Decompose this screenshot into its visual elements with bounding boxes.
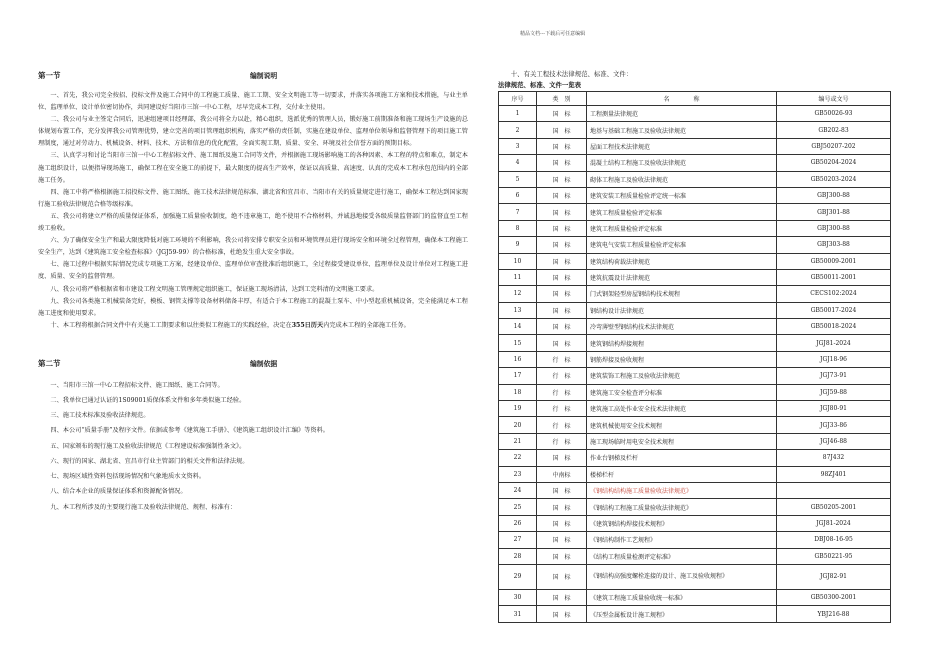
row-code: GB50009-2001 (777, 253, 891, 269)
row-name: 《钢结构工程施工质量验收法律规范》 (587, 499, 777, 515)
row-category: 国 标 (537, 302, 587, 318)
col-header-name: 名 称 (587, 92, 777, 106)
row-name: 楼梯栏杆 (587, 466, 777, 482)
col-header-category: 类 别 (537, 92, 587, 106)
row-category: 行 标 (537, 384, 587, 400)
row-index: 10 (499, 253, 537, 269)
row-index: 20 (499, 417, 537, 433)
section1-number: 第一节 (38, 71, 61, 80)
section1-paragraph-9: 九、我公司各类施工机械装备完好，模板、钢管支撑等设备材料储备丰厚，有适合于本工程施工的混凝土泵车、中小型起重机械设备，完全能满足本工程施工进度和使用要求。 (38, 297, 468, 317)
row-category: 国 标 (537, 204, 587, 220)
row-code: GB50221-95 (777, 548, 891, 564)
row-code: CECS102:2024 (777, 286, 891, 302)
row-category: 国 标 (537, 606, 587, 622)
row-category: 国 标 (537, 138, 587, 154)
row-code: JGJ33-86 (777, 417, 891, 433)
row-index: 26 (499, 515, 537, 531)
table-row (499, 450, 891, 466)
section1-paragraph-3: 三、认真学习和讨论当阳市三馆一中心工程招标文件、施工图纸及施工合同等文件，并根据施工现场影响施工的各种因素、本工程的特点和难点，制定本施工组织设计，以便指导现场施工，确保工程在安全施工的前提下，最大限度的提高生产效率，保证以高质量、高速度、认真的完成本工程承包范围内的全部施工任务。 (38, 152, 468, 184)
section2-item-5: 五、国家颁布的现行施工及验收法律规范《工程建设标准强制性条文》。 (50, 442, 246, 450)
table-row (499, 482, 891, 498)
left-column (38, 70, 468, 515)
row-category: 国 标 (537, 237, 587, 253)
right-column (498, 68, 890, 623)
row-index: 23 (499, 466, 537, 482)
section1-paragraph-4: 四、施工中将严格根据施工招投标文件、施工图纸、施工技术法律规范标准、湖北省和宜昌市、当阳市有关的质量规定进行施工，确保本工程达到国家现行施工验收法律规范合格等级标准。 (38, 188, 468, 208)
section2-item-1: 一、当阳市三馆一中心工程招标文件、施工图纸、施工合同等。 (50, 381, 224, 389)
row-index: 24 (499, 482, 537, 498)
section1-paragraph-7: 七、施工过程中根据实际情况完成专项施工方案，经建设单位、监理单位审查批准后组织施工，全过程接受建设单位、监理单位及设计单位对工程施工进度、质量、安全的监督管理。 (38, 261, 468, 281)
row-index: 16 (499, 351, 537, 367)
duration-emphasis: 355日历天 (291, 321, 324, 329)
row-name: 《压型金属板设计施工规程》 (587, 606, 777, 622)
table-row (499, 433, 891, 449)
row-index: 31 (499, 606, 537, 622)
row-category: 国 标 (537, 589, 587, 605)
row-category: 国 标 (537, 335, 587, 351)
row-index: 25 (499, 499, 537, 515)
row-code: JGJ18-96 (777, 351, 891, 367)
table-row (499, 253, 891, 269)
section2-item-4: 四、本公司“质量手册”及程序文件。依据或参考《建筑施工手册》、《建筑施工组织设计汇编》等资料。 (50, 427, 329, 435)
row-code (777, 482, 891, 498)
row-category: 行 标 (537, 351, 587, 367)
row-code: GBJ50207-202 (777, 138, 891, 154)
row-code: GB202-83 (777, 122, 891, 138)
row-code: GB50205-2001 (777, 499, 891, 515)
row-index: 14 (499, 319, 537, 335)
table-row (499, 171, 891, 187)
row-index: 27 (499, 532, 537, 548)
row-category: 国 标 (537, 253, 587, 269)
table-row (499, 269, 891, 285)
table-row (499, 237, 891, 253)
section2-item-6: 六、现行的国家、湖北省、宜昌市行业主管部门的相关文件和法律法规。 (50, 457, 249, 465)
table-row (499, 532, 891, 548)
row-index: 19 (499, 401, 537, 417)
row-code: JGJ80-91 (777, 401, 891, 417)
row-name: 作业台钢梯及栏杆 (587, 450, 777, 466)
row-category: 国 标 (537, 155, 587, 171)
row-category: 国 标 (537, 171, 587, 187)
row-index: 28 (499, 548, 537, 564)
row-index: 29 (499, 564, 537, 589)
row-code: GBJ303-88 (777, 237, 891, 253)
row-category: 国 标 (537, 286, 587, 302)
section2-item-7: 七、现场区域性资料包括现场情况和气象地质水文资料。 (50, 473, 206, 481)
row-index: 22 (499, 450, 537, 466)
section2-item-3: 三、施工技术标准及验收法律规范。 (50, 412, 150, 420)
row-name: 建筑钢结构焊接规程 (587, 335, 777, 351)
row-index: 21 (499, 433, 537, 449)
row-name: 工程测量法律规范 (587, 106, 777, 122)
row-index: 3 (499, 138, 537, 154)
section2-item-9: 九、本工程所涉及的主要现行施工及验收法律规范、规程、标准有： (50, 503, 237, 511)
row-index: 15 (499, 335, 537, 351)
standards-intro: 十、有关工程技术法律规范、标准、文件： (510, 70, 633, 78)
row-category: 国 标 (537, 482, 587, 498)
table-row (499, 187, 891, 203)
table-row (499, 351, 891, 367)
row-index: 2 (499, 122, 537, 138)
section1-body (38, 90, 468, 320)
section1-paragraph-8: 八、我公司将严格根据省和市建设工程文明施工管理规定组织施工，保证施工现场清洁，达到工完料清的文明施工要求。 (50, 285, 379, 293)
row-code: GB50017-2024 (777, 302, 891, 318)
table-row (499, 220, 891, 236)
section1-title: 编制说明 (250, 72, 278, 80)
section1-paragraph-2: 二、我公司与业主签定合同后，迅速组建项目经理部，我公司将全力以赴，精心组织，选派优秀的管理人员，锻好施工前期准备和施工现场生产设施的总体规划布置工作，充分发挥我公司管理优势，建立完善的项目管理组织机构，落实严格的责任制，实施在建设单位、监理单位领导和监督管理下的项目施工管理制度，通过对劳动力、机械设备、材料、技术、方法和信息的优化配置，全面实现工期、质量、安全、环境及社会信誉方面的预期目标。 (38, 116, 468, 148)
table-row (499, 466, 891, 482)
row-category: 国 标 (537, 548, 587, 564)
row-code: GB50018-2024 (777, 319, 891, 335)
row-category: 国 标 (537, 122, 587, 138)
table-row (499, 106, 891, 122)
col-header-code: 编号或文号 (777, 92, 891, 106)
row-index: 4 (499, 155, 537, 171)
row-name: 建筑机械使用安全技术规程 (587, 417, 777, 433)
section2-body (38, 378, 468, 515)
table-row (499, 368, 891, 384)
row-category: 国 标 (537, 515, 587, 531)
table-row (499, 335, 891, 351)
paragraph-text: 内完成本工程的全部施工任务。 (323, 321, 410, 329)
row-name: 《建筑钢结构焊接技术规程》 (587, 515, 777, 531)
row-code: JGJ82-91 (777, 564, 891, 589)
row-category: 国 标 (537, 532, 587, 548)
row-code: 87J432 (777, 450, 891, 466)
row-category: 行 标 (537, 368, 587, 384)
standards-table-title: 法律规范、标准、文件一览表 (498, 81, 582, 89)
row-index: 5 (499, 171, 537, 187)
row-category: 行 标 (537, 417, 587, 433)
row-category: 国 标 (537, 269, 587, 285)
row-code: GB50300-2001 (777, 589, 891, 605)
table-row (499, 319, 891, 335)
table-row (499, 204, 891, 220)
row-name: 屋面工程技术法律规范 (587, 138, 777, 154)
row-code: GB50026-93 (777, 106, 891, 122)
row-index: 12 (499, 286, 537, 302)
row-category: 行 标 (537, 401, 587, 417)
row-index: 6 (499, 187, 537, 203)
row-code: GBJ301-88 (777, 204, 891, 220)
row-name: 《钢结构高强度螺栓连接的设计、施工及验收规程》 (587, 564, 777, 589)
row-code: GB50204-2024 (777, 155, 891, 171)
row-category: 国 标 (537, 499, 587, 515)
row-name: 门式钢架轻型房屋钢结构技术规程 (587, 286, 777, 302)
table-row (499, 499, 891, 515)
table-row (499, 606, 891, 622)
row-category: 行 标 (537, 433, 587, 449)
row-name: 建筑电气安装工程质量检验评定标准 (587, 237, 777, 253)
row-code: DBJ08-16-95 (777, 532, 891, 548)
row-name: 混凝土结构工程施工及验收法律规范 (587, 155, 777, 171)
row-category: 国 标 (537, 220, 587, 236)
section1-paragraph-5: 五、我公司将建立严格的质量保证体系，加强施工质量验收制度，绝不违章施工，绝不使用不合格材料，并诚恳地接受各级质量监督部门的监督直至工程竣工验收。 (38, 212, 468, 233)
row-index: 17 (499, 368, 537, 384)
section2-heading (38, 358, 468, 372)
row-index: 1 (499, 106, 537, 122)
table-row (499, 515, 891, 531)
table-row (499, 564, 891, 589)
row-name: 砌体工程施工及验收法律规范 (587, 171, 777, 187)
section2-title: 编制依据 (250, 359, 278, 368)
row-name: 钢结构设计法律规范 (587, 302, 777, 318)
section1-paragraph-10 (38, 320, 468, 332)
row-category: 国 标 (537, 106, 587, 122)
section2-item-8: 八、结合本企业的质量保证体系和资源配备情况。 (50, 488, 187, 496)
row-index: 7 (499, 204, 537, 220)
row-name: 《钢结构制作工艺规程》 (587, 532, 777, 548)
row-code: GBJ300-88 (777, 187, 891, 203)
row-name: 建筑抗震设计法律规范 (587, 269, 777, 285)
row-code: GB50203-2024 (777, 171, 891, 187)
row-index: 30 (499, 589, 537, 605)
section2-item-2: 二、我单位已通过认证的1S09001质保体系文件和多年类似施工经验。 (50, 397, 246, 405)
row-code: JGJ81-2024 (777, 335, 891, 351)
row-name: 施工现场临时用电安全技术规程 (587, 433, 777, 449)
row-name: 建筑工程质量检验评定标准 (587, 220, 777, 236)
row-name: 建筑施工安全检查评分标准 (587, 384, 777, 400)
row-name: 钢筋焊接及验收规程 (587, 351, 777, 367)
table-row (499, 417, 891, 433)
table-row (499, 155, 891, 171)
section1-paragraph-6: 六、为了确保安全生产和最大限度降低对施工环境的不利影响，我公司将安排专职安全员和环境管理员进行现场安全和环境全过程管理，确保本工程施工安全生产，达到《建筑施工安全检查标准》（JGJ59-99）的合格标准，杜绝发生重大安全事故。 (38, 237, 468, 257)
section1-heading (38, 70, 468, 84)
row-name: 《结构工程质量检测评定标准》 (587, 548, 777, 564)
row-category: 中南标 (537, 466, 587, 482)
table-row (499, 286, 891, 302)
table-row (499, 122, 891, 138)
row-index: 9 (499, 237, 537, 253)
row-name: 建筑安装工程质量检验评定统一标准 (587, 187, 777, 203)
table-header-row (499, 92, 891, 106)
row-code: JGJ73-91 (777, 368, 891, 384)
row-index: 8 (499, 220, 537, 236)
row-name: 冷弯薄壁型钢结构技术法律规范 (587, 319, 777, 335)
table-row (499, 401, 891, 417)
row-name: 地基与基础工程施工及验收法律规范 (587, 122, 777, 138)
row-code: 98ZJ401 (777, 466, 891, 482)
row-name: 建筑结构荷载法律规范 (587, 253, 777, 269)
row-index: 13 (499, 302, 537, 318)
row-code: JGJ81-2024 (777, 515, 891, 531)
row-category: 国 标 (537, 450, 587, 466)
page-header: 精品文档---下载后可任意编辑 (520, 31, 586, 37)
paragraph-text: 十、本工程将根据合同文件中有关施工工期要求和以往类似工程施工的实践经验，决定在 (50, 321, 292, 329)
table-row (499, 302, 891, 318)
row-name: 《建筑工程施工质量验收统一标准》 (587, 589, 777, 605)
row-name: 建筑工程质量检验评定标准 (587, 204, 777, 220)
row-category: 国 标 (537, 319, 587, 335)
row-code: GB50011-2001 (777, 269, 891, 285)
row-category: 国 标 (537, 187, 587, 203)
section1-paragraph-1: 一、首先，我公司完全按招、投标文件及施工合同中的工程施工质量、施工工期、安全文明施工等一切要求，并落实各项施工方案和技术措施，与业主单位、监理单位、设计单位密切协作，共同建设好当阳市三馆一中心工程，尽早完成本工程，交付业主使用。 (38, 92, 468, 112)
row-name: 《钢结构结构施工质量验收法律规范》 (587, 482, 777, 498)
row-name: 建筑装饰工程施工及验收法律规范 (587, 368, 777, 384)
table-row (499, 589, 891, 605)
row-code: JGJ59-88 (777, 384, 891, 400)
section2-number: 第二节 (38, 358, 61, 368)
row-code: JGJ46-88 (777, 433, 891, 449)
row-category: 国 标 (537, 564, 587, 589)
table-row (499, 138, 891, 154)
table-row (499, 548, 891, 564)
row-name: 建筑施工高处作业安全技术法律规范 (587, 401, 777, 417)
row-index: 11 (499, 269, 537, 285)
row-index: 18 (499, 384, 537, 400)
row-code: YBJ216-88 (777, 606, 891, 622)
col-header-index: 序号 (499, 92, 537, 106)
table-row (499, 384, 891, 400)
standards-table (498, 91, 891, 623)
row-code: GBJ300-88 (777, 220, 891, 236)
